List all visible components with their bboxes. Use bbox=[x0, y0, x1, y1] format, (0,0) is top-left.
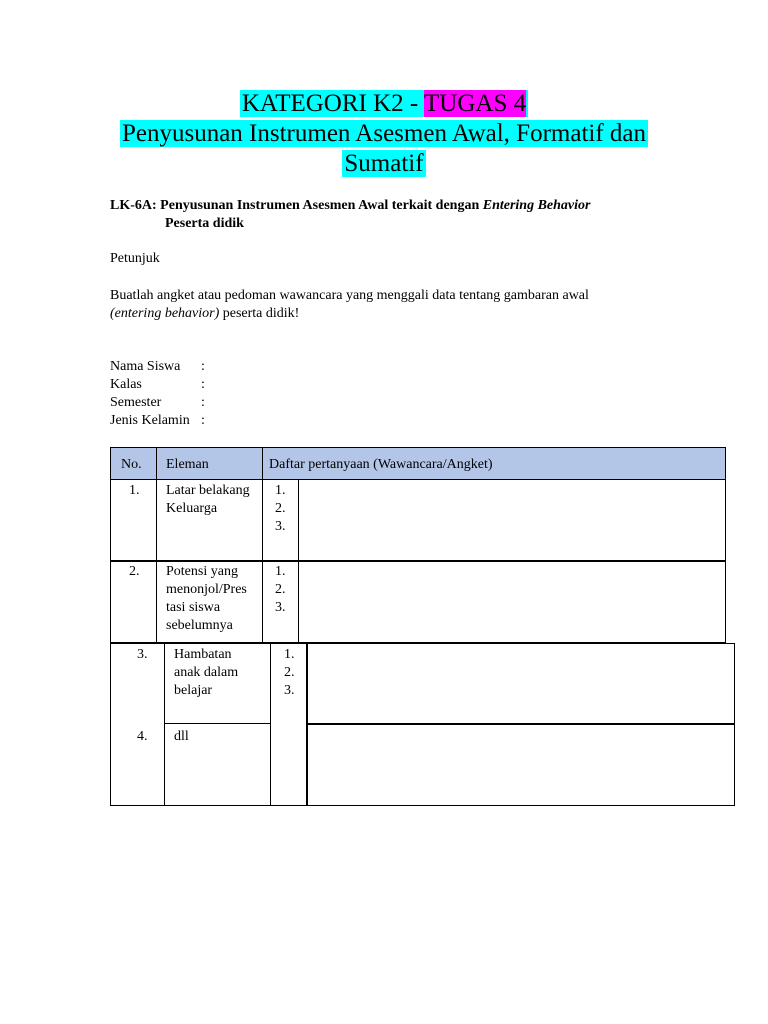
lk-heading bbox=[110, 197, 590, 215]
table-row-element: Potensi yang menonjol/Pres tasi siswa sebelumnya bbox=[166, 564, 247, 633]
title-line-2: Penyusunan Instrumen Asesmen Awal, Formatif dan bbox=[121, 120, 647, 147]
field-sep-kalas: : bbox=[201, 377, 205, 392]
table-line bbox=[110, 447, 111, 643]
table-row-items: 1. 2. 3. bbox=[284, 647, 295, 698]
table-row-items: 1. 2. 3. bbox=[275, 564, 286, 615]
field-sep-jenis-kelamin: : bbox=[201, 413, 205, 428]
table-line bbox=[110, 805, 735, 806]
table-line bbox=[306, 723, 735, 725]
field-label-nama: Nama Siswa bbox=[110, 359, 181, 374]
table-line bbox=[164, 723, 271, 724]
field-label-jenis-kelamin: Jenis Kelamin bbox=[110, 413, 190, 428]
title-highlight: TUGAS 4 bbox=[424, 90, 527, 117]
title-line-1 bbox=[0, 88, 768, 119]
table-line bbox=[734, 643, 735, 806]
table-row-element: Latar belakang Keluarga bbox=[166, 483, 250, 516]
field-label-kalas: Kalas bbox=[110, 377, 142, 392]
table-line bbox=[270, 643, 271, 806]
instruction-line-1: Buatlah angket atau pedoman wawancara yang menggali data tentang gambaran awal bbox=[110, 288, 589, 303]
field-sep-semester: : bbox=[201, 395, 205, 410]
table-line bbox=[262, 447, 263, 643]
lk-text: Penyusunan Instrumen Asesmen Awal terkait dengan bbox=[160, 198, 483, 213]
petunjuk-label: Petunjuk bbox=[110, 251, 160, 266]
lk-italic: Entering Behavior bbox=[482, 198, 591, 213]
table-line bbox=[110, 643, 735, 644]
table-line bbox=[110, 643, 111, 806]
title-line-3: Sumatif bbox=[344, 150, 424, 177]
table-header-eleman: Eleman bbox=[166, 457, 209, 472]
table-row-no: 2. bbox=[129, 564, 140, 579]
table-row-no: 1. bbox=[129, 483, 140, 498]
table-row-no: 4. bbox=[137, 729, 148, 744]
table-header-no: No. bbox=[121, 457, 142, 472]
lk-heading-line-2: Peserta didik bbox=[165, 216, 244, 231]
table-line bbox=[110, 560, 726, 562]
table-row-element: Hambatan anak dalam belajar bbox=[174, 647, 239, 698]
title-prefix: KATEGORI K2 - bbox=[241, 90, 425, 117]
table-row-element: dll bbox=[174, 729, 189, 744]
field-label-semester: Semester bbox=[110, 395, 162, 410]
table-line bbox=[156, 447, 157, 643]
table-row-no: 3. bbox=[137, 647, 148, 662]
table-line bbox=[164, 643, 165, 806]
instruction-line-2: (entering behavior) peserta didik! bbox=[110, 306, 300, 321]
table-line bbox=[298, 479, 299, 643]
lk-label: LK-6A: bbox=[110, 198, 157, 213]
table-line bbox=[306, 643, 308, 806]
table-header-questions: Daftar pertanyaan (Wawancara/Angket) bbox=[269, 457, 493, 472]
field-sep-nama: : bbox=[201, 359, 205, 374]
table-line bbox=[110, 447, 726, 448]
table-row-items: 1. 2. 3. bbox=[275, 483, 286, 534]
table-line bbox=[110, 479, 726, 480]
table-line bbox=[725, 447, 726, 643]
